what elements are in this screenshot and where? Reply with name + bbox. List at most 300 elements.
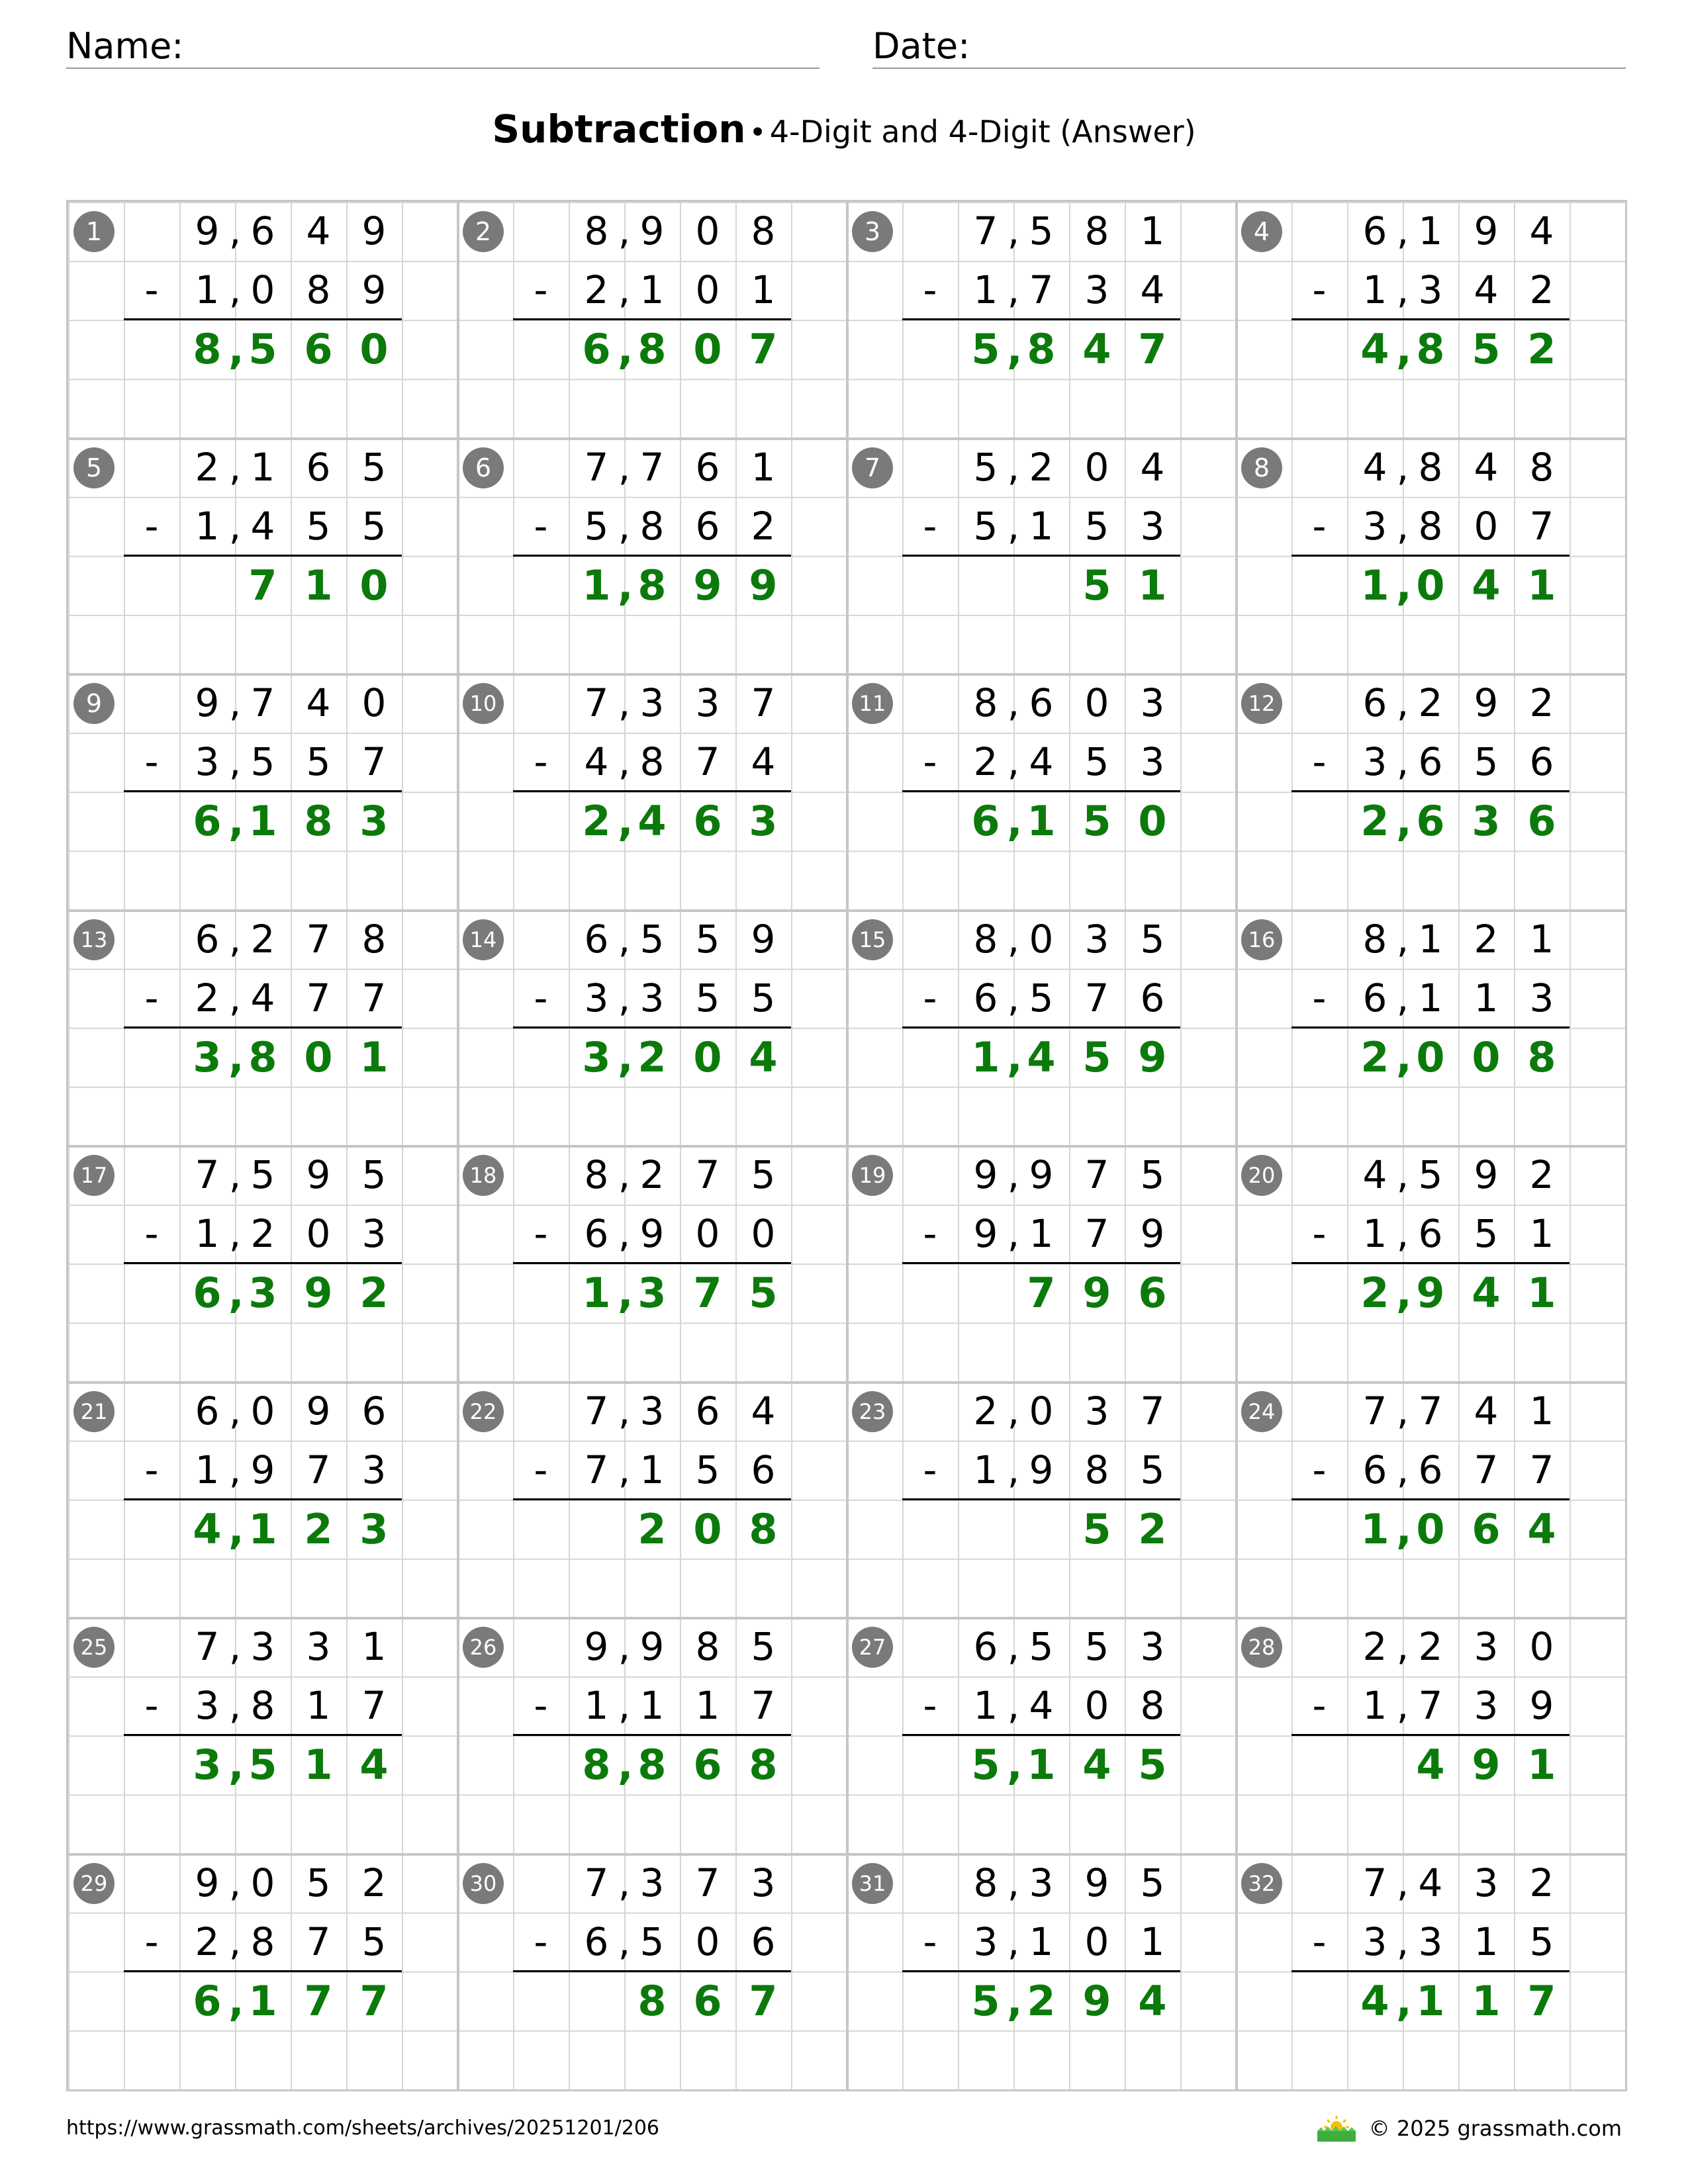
digit: 7 bbox=[306, 916, 331, 962]
thousands-comma: , bbox=[228, 1976, 244, 2025]
digit: 0 bbox=[250, 267, 275, 312]
digit: 1 bbox=[306, 1683, 331, 1728]
digit: 9 bbox=[361, 267, 387, 312]
answer-digit: 4 bbox=[637, 797, 667, 845]
digit: 2 bbox=[1529, 1152, 1554, 1197]
digit: 7 bbox=[306, 1447, 331, 1492]
minus-sign: - bbox=[534, 267, 548, 312]
minus-sign: - bbox=[534, 739, 548, 784]
answer-digit: 8 bbox=[582, 1741, 611, 1789]
digit: 1 bbox=[1029, 1919, 1054, 1964]
grass-sun-logo-icon bbox=[1316, 2114, 1357, 2143]
digit: 8 bbox=[250, 1683, 275, 1728]
thousands-comma: , bbox=[618, 208, 631, 253]
minus-sign: - bbox=[534, 1919, 548, 1964]
digit: 0 bbox=[695, 1919, 720, 1964]
digit: 2 bbox=[1029, 444, 1054, 490]
date-field[interactable] bbox=[872, 26, 1626, 69]
problem-block bbox=[68, 438, 457, 674]
digit: 2 bbox=[751, 503, 776, 549]
digit: 5 bbox=[751, 1624, 776, 1669]
digit: 3 bbox=[1418, 267, 1443, 312]
digit: 7 bbox=[1362, 1388, 1387, 1433]
minus-sign: - bbox=[1312, 1919, 1327, 1964]
digit: 1 bbox=[1140, 1919, 1165, 1964]
answer-row bbox=[513, 1263, 791, 1322]
answer-row bbox=[513, 792, 791, 850]
thousands-comma: , bbox=[1007, 208, 1020, 253]
digit: 6 bbox=[306, 444, 331, 490]
answer-row bbox=[1291, 556, 1570, 615]
problem-number-badge: 32 bbox=[1241, 1863, 1282, 1904]
digit: 8 bbox=[751, 208, 776, 253]
answer-digit: 3 bbox=[749, 797, 778, 845]
thousands-comma: , bbox=[618, 1860, 631, 1905]
answer-digit: 1 bbox=[1027, 1741, 1056, 1789]
digit: 5 bbox=[973, 444, 998, 490]
thousands-comma: , bbox=[228, 208, 242, 253]
answer-digit: 8 bbox=[749, 1741, 778, 1789]
answer-digit: 8 bbox=[637, 561, 667, 610]
minuend-row bbox=[1291, 1617, 1570, 1676]
thousands-comma: , bbox=[1007, 1624, 1020, 1669]
answer-digit: 1 bbox=[971, 1032, 1000, 1081]
digit: 4 bbox=[250, 503, 275, 549]
answer-digit: 4 bbox=[1027, 1032, 1056, 1081]
thousands-comma: , bbox=[618, 1447, 631, 1492]
minus-sign: - bbox=[923, 975, 937, 1021]
name-field[interactable] bbox=[66, 26, 820, 69]
digit: 6 bbox=[584, 916, 609, 962]
thousands-comma: , bbox=[618, 1269, 633, 1317]
digit: 7 bbox=[195, 1624, 220, 1669]
thousands-comma: , bbox=[1007, 1860, 1020, 1905]
answer-digit: 6 bbox=[1472, 1504, 1501, 1553]
answer-digit: 1 bbox=[1527, 561, 1556, 610]
answer-row bbox=[1291, 1263, 1570, 1322]
thousands-comma: , bbox=[1396, 1211, 1409, 1256]
answer-digit: 5 bbox=[1472, 325, 1501, 373]
thousands-comma: , bbox=[228, 325, 244, 373]
digit: 8 bbox=[1418, 503, 1443, 549]
answer-digit: 6 bbox=[693, 1976, 722, 2025]
digit: 7 bbox=[195, 1152, 220, 1197]
digit: 6 bbox=[973, 975, 998, 1021]
minus-sign: - bbox=[1312, 503, 1327, 549]
problem-number-badge: 19 bbox=[852, 1155, 893, 1196]
digit: 4 bbox=[1029, 739, 1054, 784]
answer-digit: 5 bbox=[749, 1269, 778, 1317]
thousands-comma: , bbox=[618, 444, 631, 490]
answer-digit: 9 bbox=[749, 561, 778, 610]
answer-digit: 5 bbox=[1082, 797, 1111, 845]
digit: 7 bbox=[361, 975, 387, 1021]
digit: 3 bbox=[1362, 1919, 1387, 1964]
digit: 6 bbox=[695, 444, 720, 490]
digit: 9 bbox=[250, 1447, 275, 1492]
answer-digit: 1 bbox=[582, 1269, 611, 1317]
digit: 5 bbox=[1084, 739, 1109, 784]
digit: 1 bbox=[195, 503, 220, 549]
digit: 7 bbox=[639, 444, 665, 490]
subtrahend-row bbox=[1291, 261, 1570, 320]
answer-row bbox=[513, 1735, 791, 1794]
digit: 6 bbox=[1029, 680, 1054, 725]
problem-block bbox=[68, 1146, 457, 1382]
subtrahend-row bbox=[902, 497, 1180, 556]
problem-number-badge: 27 bbox=[852, 1627, 893, 1668]
thousands-comma: , bbox=[618, 739, 631, 784]
thousands-comma: , bbox=[1396, 1504, 1412, 1553]
digit: 5 bbox=[1029, 1624, 1054, 1669]
answer-row bbox=[902, 1500, 1180, 1559]
minuend-row bbox=[513, 1854, 791, 1913]
answer-digit: 5 bbox=[1082, 561, 1111, 610]
answer-digit: 5 bbox=[1082, 1504, 1111, 1553]
digit: 7 bbox=[361, 1683, 387, 1728]
digit: 3 bbox=[1084, 916, 1109, 962]
digit: 7 bbox=[1474, 1447, 1499, 1492]
answer-digit: 3 bbox=[582, 1032, 611, 1081]
subtrahend-row bbox=[513, 1441, 791, 1500]
digit: 4 bbox=[1140, 267, 1165, 312]
digit: 9 bbox=[1084, 1860, 1109, 1905]
answer-digit: 5 bbox=[1082, 1032, 1111, 1081]
thousands-comma: , bbox=[1396, 503, 1409, 549]
problem-block bbox=[1236, 910, 1625, 1146]
problem-block bbox=[1236, 674, 1625, 910]
footer-url: https://www.grassmath.com/sheets/archives/20251201/206 bbox=[66, 2116, 660, 2140]
answer-digit: 0 bbox=[304, 1032, 333, 1081]
digit: 1 bbox=[639, 1683, 665, 1728]
problem-number-badge: 24 bbox=[1241, 1391, 1282, 1432]
problem-block bbox=[457, 910, 847, 1146]
minuend-row bbox=[124, 1146, 402, 1205]
answer-digit: 1 bbox=[1527, 1269, 1556, 1317]
answer-digit: 2 bbox=[1360, 797, 1389, 845]
digit: 9 bbox=[195, 208, 220, 253]
digit: 0 bbox=[1084, 1683, 1109, 1728]
digit: 0 bbox=[1474, 503, 1499, 549]
digit: 1 bbox=[1362, 267, 1387, 312]
digit: 1 bbox=[584, 1683, 609, 1728]
digit: 3 bbox=[1140, 503, 1165, 549]
thousands-comma: , bbox=[1396, 680, 1409, 725]
answer-digit: 2 bbox=[359, 1269, 389, 1317]
digit: 7 bbox=[695, 1860, 720, 1905]
digit: 3 bbox=[361, 1211, 387, 1256]
digit: 1 bbox=[973, 1683, 998, 1728]
digit: 8 bbox=[584, 1152, 609, 1197]
digit: 1 bbox=[639, 267, 665, 312]
answer-digit: 6 bbox=[1527, 797, 1556, 845]
digit: 2 bbox=[195, 444, 220, 490]
thousands-comma: , bbox=[1396, 739, 1409, 784]
thousands-comma: , bbox=[228, 1624, 242, 1669]
digit: 1 bbox=[195, 1447, 220, 1492]
date-label: Date: bbox=[872, 25, 970, 67]
digit: 7 bbox=[973, 208, 998, 253]
minuend-row bbox=[513, 910, 791, 969]
answer-row bbox=[1291, 1500, 1570, 1559]
answer-digit: 8 bbox=[749, 1504, 778, 1553]
minuend-row bbox=[902, 910, 1180, 969]
digit: 3 bbox=[973, 1919, 998, 1964]
subtrahend-row bbox=[1291, 1205, 1570, 1263]
answer-digit: 6 bbox=[971, 797, 1000, 845]
problem-number-badge: 4 bbox=[1241, 211, 1282, 252]
digit: 9 bbox=[973, 1152, 998, 1197]
minuend-row bbox=[124, 910, 402, 969]
answer-digit: 3 bbox=[637, 1269, 667, 1317]
minus-sign: - bbox=[923, 1919, 937, 1964]
thousands-comma: , bbox=[228, 503, 242, 549]
digit: 5 bbox=[306, 503, 331, 549]
digit: 8 bbox=[973, 916, 998, 962]
answer-digit: 8 bbox=[1416, 325, 1445, 373]
thousands-comma: , bbox=[1396, 1388, 1409, 1433]
thousands-comma: , bbox=[1396, 975, 1409, 1021]
answer-digit: 3 bbox=[248, 1269, 277, 1317]
answer-digit: 8 bbox=[1027, 325, 1056, 373]
answer-digit: 5 bbox=[971, 1976, 1000, 2025]
thousands-comma: , bbox=[1396, 208, 1409, 253]
digit: 2 bbox=[1529, 1860, 1554, 1905]
answer-digit: 8 bbox=[637, 325, 667, 373]
thousands-comma: , bbox=[228, 1211, 242, 1256]
digit: 7 bbox=[751, 680, 776, 725]
digit: 4 bbox=[584, 739, 609, 784]
problem-block bbox=[847, 1854, 1236, 2090]
digit: 6 bbox=[584, 1211, 609, 1256]
digit: 6 bbox=[250, 208, 275, 253]
digit: 1 bbox=[1029, 503, 1054, 549]
problem-block bbox=[68, 1854, 457, 2090]
digit: 8 bbox=[639, 739, 665, 784]
thousands-comma: , bbox=[1396, 797, 1412, 845]
digit: 2 bbox=[250, 1211, 275, 1256]
worksheet-grid bbox=[66, 200, 1627, 2091]
thousands-comma: , bbox=[618, 503, 631, 549]
problem-block bbox=[847, 438, 1236, 674]
problem-number-badge: 12 bbox=[1241, 683, 1282, 724]
digit: 7 bbox=[1084, 1211, 1109, 1256]
thousands-comma: , bbox=[1007, 797, 1023, 845]
answer-digit: 5 bbox=[248, 325, 277, 373]
subtrahend-row bbox=[513, 497, 791, 556]
digit: 7 bbox=[1529, 503, 1554, 549]
answer-digit: 4 bbox=[193, 1504, 222, 1553]
digit: 5 bbox=[1418, 1152, 1443, 1197]
answer-digit: 0 bbox=[693, 325, 722, 373]
answer-digit: 7 bbox=[749, 325, 778, 373]
answer-digit: 2 bbox=[304, 1504, 333, 1553]
thousands-comma: , bbox=[1396, 1860, 1409, 1905]
digit: 0 bbox=[250, 1860, 275, 1905]
digit: 3 bbox=[195, 739, 220, 784]
thousands-comma: , bbox=[1007, 267, 1020, 312]
answer-row bbox=[902, 1735, 1180, 1794]
minuend-row bbox=[1291, 910, 1570, 969]
digit: 1 bbox=[1529, 1388, 1554, 1433]
digit: 8 bbox=[1529, 444, 1554, 490]
problem-block bbox=[68, 1382, 457, 1618]
answer-row bbox=[902, 1972, 1180, 2030]
digit: 9 bbox=[639, 208, 665, 253]
digit: 5 bbox=[695, 916, 720, 962]
thousands-comma: , bbox=[618, 1741, 633, 1789]
answer-digit: 7 bbox=[1138, 325, 1167, 373]
title-separator: • bbox=[749, 116, 767, 150]
minuend-row bbox=[902, 1617, 1180, 1676]
thousands-comma: , bbox=[618, 975, 631, 1021]
digit: 6 bbox=[1362, 1447, 1387, 1492]
answer-row bbox=[1291, 792, 1570, 850]
answer-digit: 1 bbox=[1360, 1504, 1389, 1553]
answer-digit: 6 bbox=[582, 325, 611, 373]
digit: 9 bbox=[1029, 1152, 1054, 1197]
answer-row bbox=[902, 1263, 1180, 1322]
digit: 3 bbox=[1140, 1624, 1165, 1669]
problem-number-badge: 10 bbox=[463, 683, 504, 724]
digit: 2 bbox=[1474, 916, 1499, 962]
minus-sign: - bbox=[1312, 1211, 1327, 1256]
digit: 4 bbox=[1474, 1388, 1499, 1433]
problem-number-badge: 9 bbox=[73, 683, 115, 724]
problem-block bbox=[1236, 1146, 1625, 1382]
thousands-comma: , bbox=[1396, 267, 1409, 312]
answer-digit: 8 bbox=[304, 797, 333, 845]
digit: 1 bbox=[1140, 208, 1165, 253]
digit: 4 bbox=[751, 739, 776, 784]
digit: 0 bbox=[1029, 916, 1054, 962]
digit: 5 bbox=[1084, 1624, 1109, 1669]
digit: 1 bbox=[1418, 975, 1443, 1021]
problem-number-badge: 29 bbox=[73, 1863, 115, 1904]
thousands-comma: , bbox=[618, 916, 631, 962]
problem-block bbox=[1236, 1617, 1625, 1854]
answer-digit: 0 bbox=[1416, 1032, 1445, 1081]
answer-row bbox=[1291, 1972, 1570, 2030]
digit: 3 bbox=[639, 975, 665, 1021]
minus-sign: - bbox=[144, 267, 159, 312]
digit: 2 bbox=[250, 916, 275, 962]
problem-block bbox=[457, 202, 847, 438]
digit: 6 bbox=[751, 1919, 776, 1964]
answer-digit: 9 bbox=[693, 561, 722, 610]
answer-row bbox=[513, 1500, 791, 1559]
thousands-comma: , bbox=[1396, 561, 1412, 610]
problem-block bbox=[68, 202, 457, 438]
digit: 3 bbox=[639, 1860, 665, 1905]
subtrahend-row bbox=[513, 1676, 791, 1735]
minus-sign: - bbox=[534, 1211, 548, 1256]
answer-row bbox=[124, 1500, 402, 1559]
digit: 5 bbox=[1529, 1919, 1554, 1964]
subtrahend-row bbox=[124, 1441, 402, 1500]
answer-digit: 6 bbox=[304, 325, 333, 373]
subtrahend-row bbox=[902, 969, 1180, 1028]
minus-sign: - bbox=[923, 267, 937, 312]
minuend-row bbox=[124, 1854, 402, 1913]
title-subtitle: 4-Digit and 4-Digit (Answer) bbox=[769, 114, 1196, 150]
digit: 3 bbox=[1029, 1860, 1054, 1905]
digit: 1 bbox=[751, 267, 776, 312]
digit: 5 bbox=[1140, 1447, 1165, 1492]
answer-row bbox=[513, 320, 791, 379]
answer-digit: 8 bbox=[637, 1976, 667, 2025]
digit: 8 bbox=[973, 680, 998, 725]
subtrahend-row bbox=[513, 261, 791, 320]
answer-digit: 7 bbox=[749, 1976, 778, 2025]
digit: 1 bbox=[639, 1447, 665, 1492]
answer-digit: 9 bbox=[304, 1269, 333, 1317]
digit: 4 bbox=[751, 1388, 776, 1433]
thousands-comma: , bbox=[228, 267, 242, 312]
answer-digit: 0 bbox=[693, 1504, 722, 1553]
problem-number-badge: 21 bbox=[73, 1391, 115, 1432]
thousands-comma: , bbox=[1007, 503, 1020, 549]
digit: 5 bbox=[1140, 1860, 1165, 1905]
minuend-row bbox=[902, 202, 1180, 261]
title-main: Subtraction bbox=[492, 107, 746, 152]
digit: 3 bbox=[1140, 680, 1165, 725]
answer-row bbox=[124, 1263, 402, 1322]
answer-digit: 7 bbox=[248, 561, 277, 610]
digit: 5 bbox=[361, 1919, 387, 1964]
digit: 6 bbox=[1418, 739, 1443, 784]
answer-digit: 9 bbox=[1082, 1269, 1111, 1317]
thousands-comma: , bbox=[228, 680, 242, 725]
thousands-comma: , bbox=[1007, 739, 1020, 784]
digit: 5 bbox=[973, 503, 998, 549]
digit: 3 bbox=[1418, 1919, 1443, 1964]
digit: 5 bbox=[584, 503, 609, 549]
minuend-row bbox=[513, 1146, 791, 1205]
minus-sign: - bbox=[923, 1211, 937, 1256]
minus-sign: - bbox=[144, 1683, 159, 1728]
answer-digit: 7 bbox=[304, 1976, 333, 2025]
thousands-comma: , bbox=[1007, 444, 1020, 490]
minuend-row bbox=[513, 674, 791, 733]
answer-digit: 2 bbox=[637, 1504, 667, 1553]
digit: 1 bbox=[1029, 1211, 1054, 1256]
subtrahend-row bbox=[902, 733, 1180, 792]
digit: 2 bbox=[195, 1919, 220, 1964]
digit: 2 bbox=[973, 1388, 998, 1433]
answer-digit: 2 bbox=[1360, 1032, 1389, 1081]
digit: 3 bbox=[306, 1624, 331, 1669]
answer-digit: 0 bbox=[359, 561, 389, 610]
problem-number-badge: 30 bbox=[463, 1863, 504, 1904]
digit: 8 bbox=[639, 503, 665, 549]
digit: 2 bbox=[1418, 1624, 1443, 1669]
answer-digit: 4 bbox=[1472, 561, 1501, 610]
minus-sign: - bbox=[534, 975, 548, 1021]
digit: 3 bbox=[751, 1860, 776, 1905]
problem-block bbox=[1236, 202, 1625, 438]
digit: 3 bbox=[195, 1683, 220, 1728]
minuend-row bbox=[902, 1382, 1180, 1441]
digit: 5 bbox=[361, 503, 387, 549]
digit: 4 bbox=[1418, 1860, 1443, 1905]
thousands-comma: , bbox=[618, 1388, 631, 1433]
digit: 0 bbox=[751, 1211, 776, 1256]
problem-number-badge: 3 bbox=[852, 211, 893, 252]
answer-row bbox=[124, 792, 402, 850]
digit: 0 bbox=[306, 1211, 331, 1256]
thousands-comma: , bbox=[618, 1152, 631, 1197]
